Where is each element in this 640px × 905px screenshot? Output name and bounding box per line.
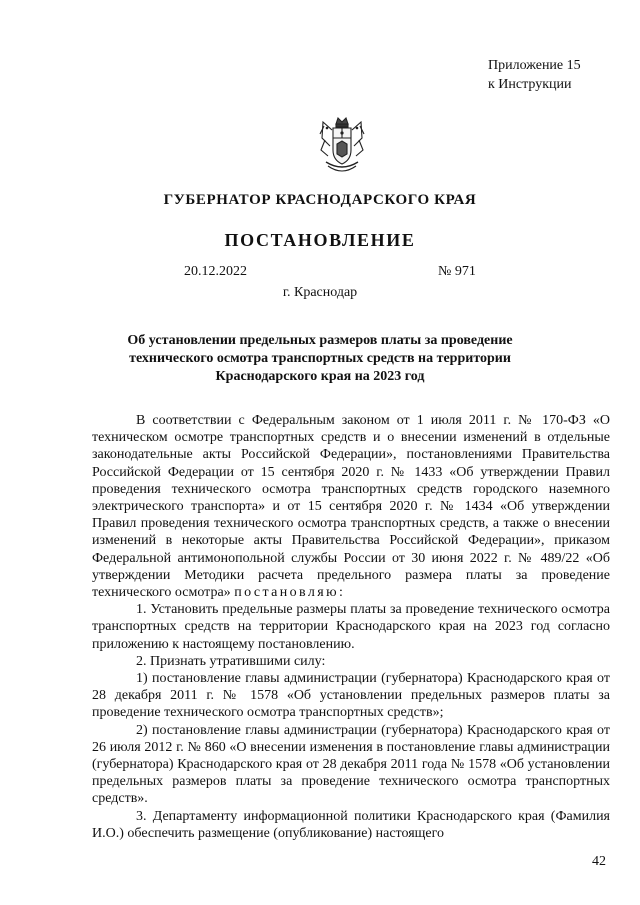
appendix-line-2: к Инструкции xyxy=(488,77,572,92)
item-1-paragraph: 1. Установить предельные размеры платы за проведение технического осмотра транспортных средств на территории Краснодарского края на 2023 год согласно приложению к настоящему постановлению. xyxy=(92,602,610,652)
item-2-paragraph: 2. Признать утратившими силу: xyxy=(136,653,326,669)
appendix-note xyxy=(488,56,581,94)
document-type-heading: ПОСТАНОВЛЕНИЕ xyxy=(224,230,416,250)
item-2-2-paragraph: 2) постановление главы администрации (губернатора) Краснодарского края от 26 июля 2012 г. № 860 «О внесении изменения в постановление главы администрации (губернатора) Краснодарского края от 28 декабря 2011 года № 1578 «Об установлении предельных размеров платы за проведение технического осмотра транспортных средств». xyxy=(92,722,610,807)
preamble-keyword: постановляю: xyxy=(234,585,346,601)
krasnodar-coat-of-arms-icon xyxy=(318,116,366,178)
document-title xyxy=(120,332,520,386)
title-line-1: Об установлении предельных размеров платы за проведение xyxy=(127,333,513,348)
document-date: 20.12.2022 xyxy=(184,264,247,279)
preamble-paragraph xyxy=(92,412,610,601)
appendix-line-1: Приложение 15 xyxy=(488,58,581,73)
title-line-3: Краснодарского края на 2023 год xyxy=(215,369,425,384)
item-2-1-paragraph: 1) постановление главы администрации (губернатора) Краснодарского края от 28 декабря 2011 г. № 1578 «Об установлении предельных размеров платы за проведение технического осмотра транспортных средств»; xyxy=(92,671,610,721)
document-city: г. Краснодар xyxy=(282,285,358,300)
document-number: № 971 xyxy=(438,264,476,279)
page-number: 42 xyxy=(592,854,606,869)
document-body xyxy=(92,412,610,842)
authority-heading: ГУБЕРНАТОР КРАСНОДАРСКОГО КРАЯ xyxy=(163,192,477,208)
preamble-text: В соответствии с Федеральным законом от 1 июля 2011 г. № 170-ФЗ «О техническом осмотре транспортных средств и о внесении изменений в отдельные законодательные акты Российской Федерации», постановлениями Правительства Российской Федерации от 15 сентября 2020 г. № 1433 «Об утверждении Правил проведения технического осмотра транспортных средств городского наземного электрического транспорта» и от 15 сентября 2020 г. № 1434 «Об утверждении Правил проведения технического осмотра транспортных средств, а также о внесении изменений в некоторые акты Правительства Российской Федерации», приказом Федеральной антимонопольной службы России от 30 июня 2022 г. № 489/22 «Об утверждении Методики расчета предельного размера платы за проведение технического осмотра» xyxy=(92,413,610,601)
item-3-paragraph: 3. Департаменту информационной политики Краснодарского края (Фамилия И.О.) обеспечить размещение (опубликование) настоящего xyxy=(92,808,610,841)
title-line-2: технического осмотра транспортных средств на территории xyxy=(129,351,511,366)
